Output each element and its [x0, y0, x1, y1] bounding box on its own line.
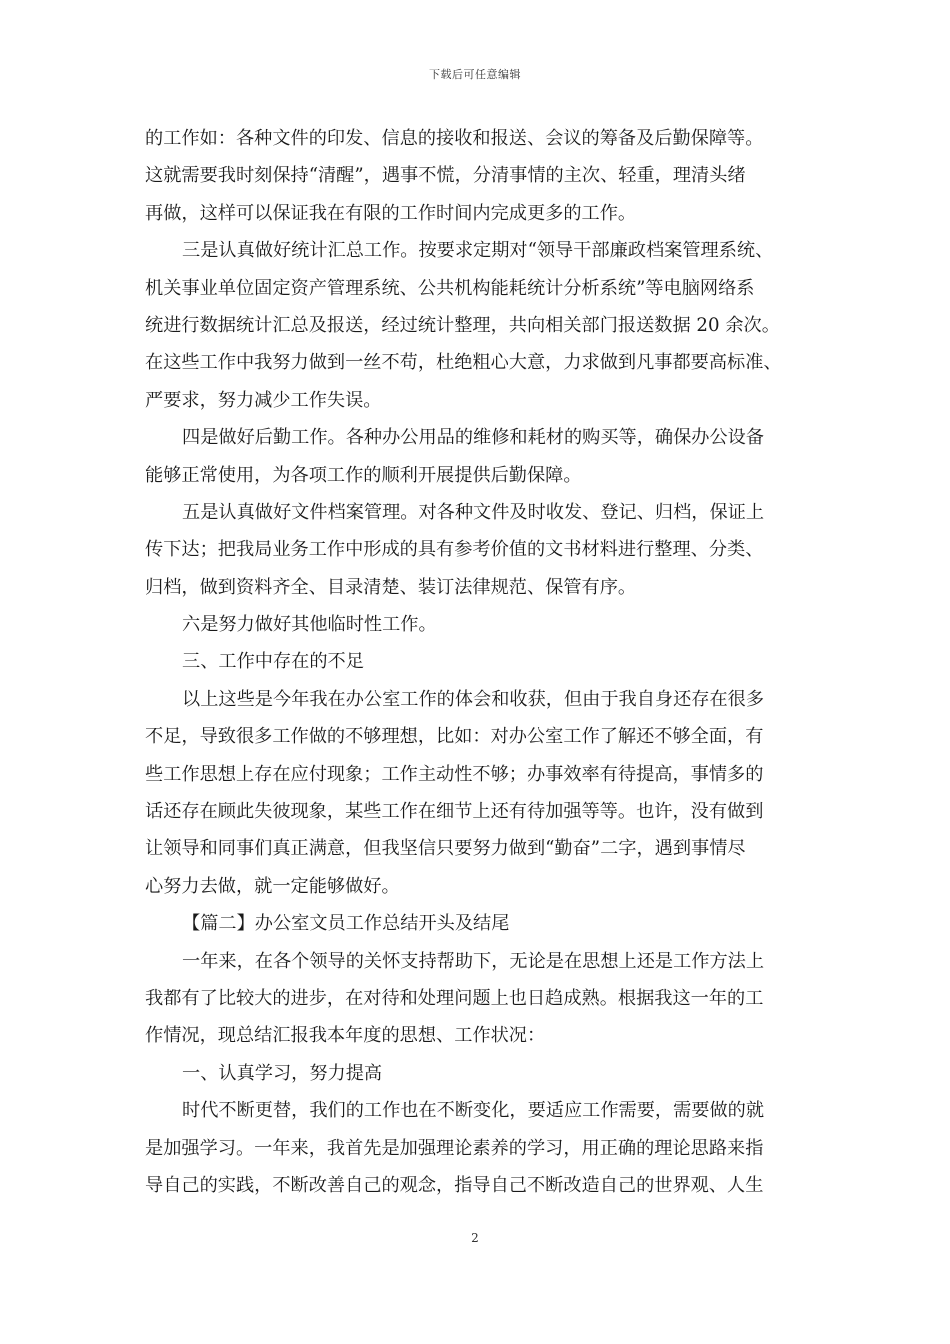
- page-number: 2: [471, 1231, 479, 1245]
- text-line: 是加强学习。一年来，我首先是加强理论素养的学习，用正确的理论思路来指: [145, 1137, 764, 1159]
- text-line: 再做，这样可以保证我在有限的工作时间内完成更多的工作。: [145, 202, 637, 224]
- text-line: 四是做好后勤工作。各种办公用品的维修和耗材的购买等，确保办公设备: [182, 427, 765, 449]
- document-body: [145, 120, 810, 1204]
- text-line: 心努力去做，就一定能够做好。: [145, 875, 400, 897]
- text-line: 五是认真做好文件档案管理。对各种文件及时收发、登记、归档，保证上: [182, 501, 765, 523]
- text-line: 我都有了比较大的进步，在对待和处理问题上也日趋成熟。根据我这一年的工: [145, 987, 764, 1009]
- text-line: 话还存在顾此失彼现象，某些工作在细节上还有待加强等等。也许，没有做到: [145, 801, 764, 823]
- text-line: 不足，导致很多工作做的不够理想，比如：对办公室工作了解还不够全面，有: [145, 726, 764, 748]
- text-line: 六是努力做好其他临时性工作。: [182, 614, 437, 636]
- text-line: 在这些工作中我努力做到一丝不苟，杜绝粗心大意，力求做到凡事都要高标准、: [145, 352, 782, 374]
- text-line: 三、工作中存在的不足: [182, 651, 364, 673]
- text-line: 一年来，在各个领导的关怀支持帮助下，无论是在思想上还是工作方法上: [182, 950, 765, 972]
- text-line: 机关事业单位固定资产管理系统、公共机构能耗统计分析系统”等电脑网络系: [145, 277, 755, 299]
- text-line: 导自己的实践，不断改善自己的观念，指导自己不断改造自己的世界观、人生: [145, 1174, 764, 1196]
- text-line: 统进行数据统计汇总及报送，经过统计整理，共向相关部门报送数据 20 余次。: [145, 314, 780, 336]
- text-line: 一、认真学习，努力提高: [182, 1062, 383, 1084]
- text-line: 严要求，努力减少工作失误。: [145, 389, 382, 411]
- text-line: 些工作思想上存在应付现象；工作主动性不够；办事效率有待提高，事情多的: [145, 763, 764, 785]
- text-line: 【篇二】办公室文员工作总结开头及结尾: [182, 913, 510, 935]
- text-line: 以上这些是今年我在办公室工作的体会和收获，但由于我自身还存在很多: [182, 688, 765, 710]
- text-line: 这就需要我时刻保持“清醒”，遇事不慌，分清事情的主次、轻重，理清头绪: [145, 165, 746, 187]
- text-line: 归档，做到资料齐全、目录清楚、装订法律规范、保管有序。: [145, 576, 637, 598]
- text-line: 传下达；把我局业务工作中形成的具有参考价值的文书材料进行整理、分类、: [145, 539, 764, 561]
- text-line: 让领导和同事们真正满意，但我坚信只要努力做到“勤奋”二字，遇到事情尽: [145, 838, 746, 860]
- text-line: 的工作如：各种文件的印发、信息的接收和报送、会议的筹备及后勤保障等。: [145, 128, 764, 149]
- text-line: 三是认真做好统计汇总工作。按要求定期对“领导干部廉政档案管理系统、: [182, 240, 774, 262]
- page-header: 下载后可任意编辑: [429, 68, 521, 81]
- text-line: 能够正常使用，为各项工作的顺利开展提供后勤保障。: [145, 464, 582, 486]
- text-line: 时代不断更替，我们的工作也在不断变化，要适应工作需要，需要做的就: [182, 1100, 765, 1122]
- text-line: 作情况，现总结汇报我本年度的思想、工作状况：: [145, 1025, 546, 1047]
